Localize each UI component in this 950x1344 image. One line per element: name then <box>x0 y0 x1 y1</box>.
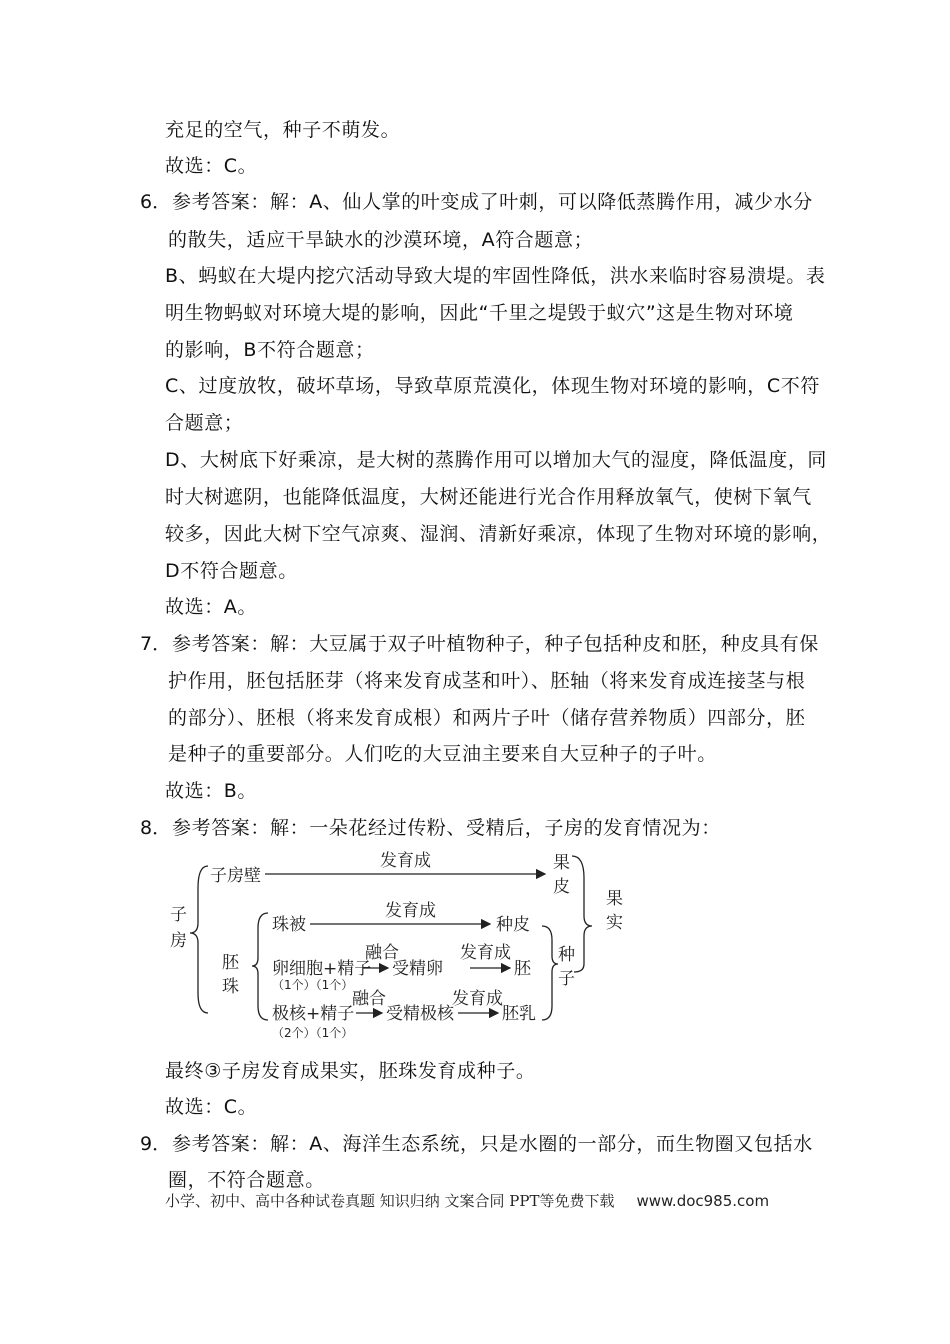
egg-count-label: （1个）（1个） <box>272 978 354 992</box>
fusion-label: 融合 <box>365 943 399 963</box>
text-line: 故选：C。 <box>165 155 258 177</box>
question-number: 7． <box>140 633 172 655</box>
zygote-label: 受精卵 <box>392 959 443 979</box>
integument-label: 珠被 <box>272 915 306 935</box>
text-line: 故选：B。 <box>165 780 258 802</box>
question-number: 8． <box>140 817 172 839</box>
text-line: 故选：C。 <box>165 1096 258 1118</box>
polar-count-label: （2个）（1个） <box>272 1026 354 1040</box>
embryo-label: 胚 <box>514 959 531 979</box>
fruit-label: 果 <box>606 889 623 909</box>
text-line: 故选：A。 <box>165 596 257 618</box>
text-line: D不符合题意。 <box>165 560 298 582</box>
text-line: 的影响，B不符合题意； <box>165 339 375 361</box>
text-line: 明生物蚂蚁对环境大堤的影响，因此“千里之堤毁于蚁穴”这是生物对环境 <box>165 302 794 324</box>
ovary-label: 子 <box>170 905 187 925</box>
polar-nuclei-label: 极核+精子 <box>272 1004 355 1024</box>
develops-into-label: 发育成 <box>452 989 503 1009</box>
seed-label: 子 <box>558 969 575 989</box>
text-line: 时大树遮阴，也能降低温度，大树还能进行光合作用释放氧气，使树下氧气 <box>165 486 812 508</box>
ovule-label: 珠 <box>222 977 239 997</box>
page-footer <box>165 1190 769 1211</box>
text-line: 是种子的重要部分。人们吃的大豆油主要来自大豆种子的子叶。 <box>168 743 717 765</box>
ovary-development-diagram <box>160 848 630 1048</box>
pericarp-label: 果 <box>553 853 570 873</box>
text-line: 的部分）、胚根（将来发育成根）和两片子叶（储存营养物质）四部分，胚 <box>168 707 806 729</box>
seed-coat-label: 种皮 <box>496 915 530 935</box>
text-line: 参考答案：解：A、海洋生态系统，只是水圈的一部分，而生物圈又包括水 <box>172 1133 813 1155</box>
text-line: 充足的空气，种子不萌发。 <box>165 119 401 141</box>
seed-label: 种 <box>558 945 575 965</box>
text-line: 的散失，适应干旱缺水的沙漠环境，A符合题意； <box>168 229 594 251</box>
ovary-label: 房 <box>170 931 187 951</box>
footer-text: 小学、初中、高中各种试卷真题 知识归纳 文案合同 PPT等免费下载 <box>165 1192 615 1210</box>
question-number: 9． <box>140 1133 172 1155</box>
endosperm-label: 胚乳 <box>502 1004 536 1024</box>
footer-url[interactable]: www.doc985.com <box>636 1192 770 1210</box>
develops-into-label: 发育成 <box>460 943 511 963</box>
text-line: 最终③子房发育成果实，胚珠发育成种子。 <box>165 1060 536 1082</box>
fruit-label: 实 <box>606 913 623 933</box>
fusion-label: 融合 <box>352 989 386 1009</box>
text-line: 较多，因此大树下空气凉爽、湿润、清新好乘凉，体现了生物对环境的影响， <box>165 523 832 545</box>
ovule-label: 胚 <box>222 953 239 973</box>
text-line: 护作用，胚包括胚芽（将来发育成茎和叶）、胚轴（将来发育成连接茎与根 <box>168 670 806 692</box>
text-line: D、大树底下好乘凉，是大树的蒸腾作用可以增加大气的湿度，降低温度，同 <box>165 449 828 471</box>
text-line: C、过度放牧，破坏草场，导致草原荒漠化，体现生物对环境的影响，C不符 <box>165 375 820 397</box>
develops-into-label: 发育成 <box>385 901 436 921</box>
ovary-wall-label: 子房壁 <box>210 866 261 886</box>
text-line: 参考答案：解：一朵花经过传粉、受精后，子房的发育情况为： <box>172 817 721 839</box>
fertilized-polar-label: 受精极核 <box>386 1004 454 1024</box>
develops-into-label: 发育成 <box>380 851 431 871</box>
text-line: 合题意； <box>165 412 244 434</box>
pericarp-label: 皮 <box>553 877 570 897</box>
text-line: 参考答案：解：大豆属于双子叶植物种子，种子包括种皮和胚，种皮具有保 <box>172 633 819 655</box>
text-line: 参考答案：解：A、仙人掌的叶变成了叶刺，可以降低蒸腾作用，减少水分 <box>172 191 813 213</box>
question-number: 6． <box>140 191 172 213</box>
egg-label: 卵细胞+精子 <box>272 959 372 979</box>
text-line: 圈，不符合题意。 <box>168 1169 325 1191</box>
text-line: B、蚂蚁在大堤内挖穴活动导致大堤的牢固性降低，洪水来临时容易溃堤。表 <box>165 265 826 287</box>
